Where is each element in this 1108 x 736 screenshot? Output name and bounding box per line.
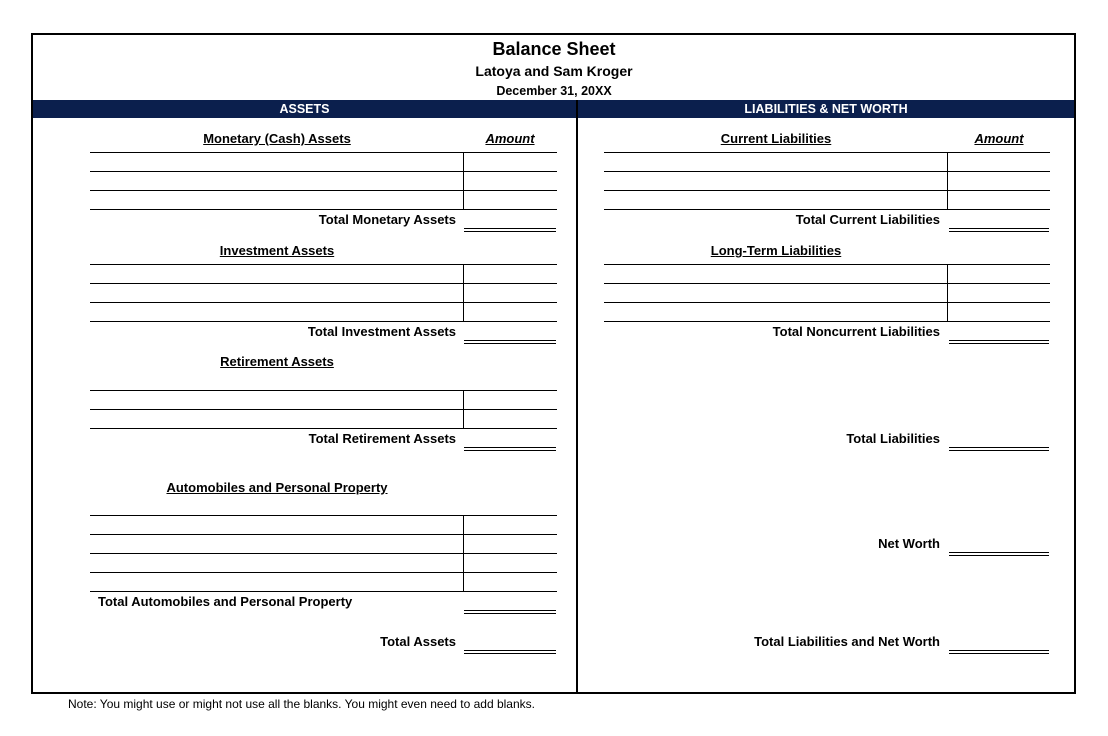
table-row[interactable] xyxy=(90,302,557,303)
table-row[interactable] xyxy=(604,190,1050,191)
table-row[interactable] xyxy=(604,264,1050,265)
owner-names: Latoya and Sam Kroger xyxy=(475,63,633,79)
total-current-liabilities-field[interactable] xyxy=(949,228,1049,229)
total-investment-assets-field[interactable] xyxy=(464,340,556,341)
total-retirement-assets-label: Total Retirement Assets xyxy=(308,431,456,446)
table-row[interactable] xyxy=(90,390,557,391)
total-noncurrent-liabilities-label: Total Noncurrent Liabilities xyxy=(772,324,940,339)
amount-column-rule xyxy=(463,515,464,592)
total-current-liabilities-label: Total Current Liabilities xyxy=(795,212,940,227)
column-divider xyxy=(576,100,578,694)
total-noncurrent-liabilities-field[interactable] xyxy=(949,340,1049,341)
assets-amount-header: Amount xyxy=(485,131,535,146)
table-row[interactable] xyxy=(90,321,557,322)
amount-column-rule xyxy=(463,152,464,210)
amount-column-rule xyxy=(463,390,464,429)
table-row[interactable] xyxy=(90,152,557,153)
total-monetary-assets-label: Total Monetary Assets xyxy=(318,212,456,227)
long-term-liabilities-heading: Long-Term Liabilities xyxy=(710,243,842,258)
current-liabilities-heading: Current Liabilities xyxy=(720,131,832,146)
total-assets-field[interactable] xyxy=(464,650,556,651)
table-row[interactable] xyxy=(90,534,557,535)
amount-column-rule xyxy=(463,264,464,322)
total-monetary-assets-field[interactable] xyxy=(464,228,556,229)
total-retirement-assets-field[interactable] xyxy=(464,447,556,448)
net-worth-field[interactable] xyxy=(949,552,1049,553)
page-title: Balance Sheet xyxy=(492,39,616,59)
table-row[interactable] xyxy=(90,409,557,410)
total-liabilities-label: Total Liabilities xyxy=(846,431,940,446)
net-worth-label: Net Worth xyxy=(878,536,940,551)
table-row[interactable] xyxy=(604,283,1050,284)
table-row[interactable] xyxy=(90,264,557,265)
personal-property-heading: Automobiles and Personal Property xyxy=(166,480,388,495)
table-row[interactable] xyxy=(90,171,557,172)
table-row[interactable] xyxy=(604,321,1050,322)
monetary-assets-heading: Monetary (Cash) Assets xyxy=(203,131,351,146)
total-assets-label: Total Assets xyxy=(380,634,456,649)
investment-assets-heading: Investment Assets xyxy=(219,243,335,258)
table-row[interactable] xyxy=(90,209,557,210)
table-row[interactable] xyxy=(604,209,1050,210)
table-row[interactable] xyxy=(90,591,557,592)
total-liabilities-net-worth-field[interactable] xyxy=(949,650,1049,651)
assets-banner: ASSETS xyxy=(33,100,576,118)
table-row[interactable] xyxy=(604,171,1050,172)
sheet-date: December 31, 20XX xyxy=(496,84,612,98)
table-row[interactable] xyxy=(604,152,1050,153)
table-row[interactable] xyxy=(90,283,557,284)
total-personal-property-label: Total Automobiles and Personal Property xyxy=(98,594,353,609)
liabilities-banner: LIABILITIES & NET WORTH xyxy=(578,100,1074,118)
table-row[interactable] xyxy=(90,553,557,554)
table-row[interactable] xyxy=(90,572,557,573)
total-personal-property-field[interactable] xyxy=(464,610,556,611)
footnote: Note: You might use or might not use all the blanks. You might even need to add blanks. xyxy=(68,697,535,711)
total-liabilities-net-worth-label: Total Liabilities and Net Worth xyxy=(754,634,940,649)
total-liabilities-field[interactable] xyxy=(949,447,1049,448)
table-row[interactable] xyxy=(90,428,557,429)
retirement-assets-heading: Retirement Assets xyxy=(220,354,334,369)
amount-column-rule xyxy=(947,264,948,322)
total-investment-assets-label: Total Investment Assets xyxy=(307,324,456,339)
table-row[interactable] xyxy=(90,515,557,516)
liabilities-amount-header: Amount xyxy=(974,131,1024,146)
table-row[interactable] xyxy=(604,302,1050,303)
table-row[interactable] xyxy=(90,190,557,191)
amount-column-rule xyxy=(947,152,948,210)
